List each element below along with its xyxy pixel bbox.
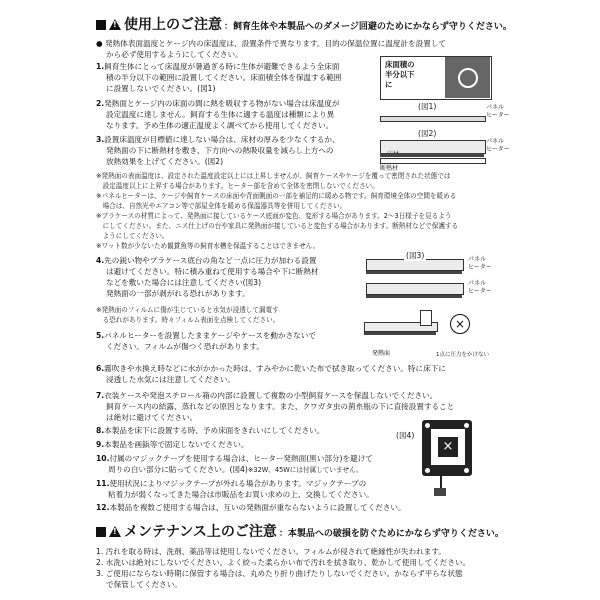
section-heading-usage bbox=[96, 14, 512, 34]
section-heading-maintenance bbox=[96, 521, 504, 541]
prohibited-icon: × bbox=[450, 314, 470, 334]
figure-3-heat-surface-label: 発熱面 bbox=[372, 350, 391, 357]
figure-1-callouts: パネル ヒーター bbox=[486, 104, 510, 119]
figure-1-panel bbox=[380, 116, 486, 122]
note-4: ※発熱面のフィルムに傷が生じていると水気が浸透して漏電す る恐れがあります。時々フィルム表面を点検してください。 bbox=[96, 306, 280, 324]
figure-3-callouts-2: パネル ヒーター bbox=[468, 280, 492, 295]
item-3: 3.設置床温度が目標値に達しない場合は、床材の厚みを少なくするか、 発熱面の下に断熱材を敷き、下方向への熱吸収量を減らし上方への 放熱効果を上げてください。(図2) bbox=[96, 135, 340, 166]
usage-subtitle: ：飼育生体や本製品へのダメージ回避のためにかならず守りください。 bbox=[224, 22, 512, 32]
figure-3-corner bbox=[420, 310, 432, 326]
warning-icon bbox=[109, 526, 121, 537]
figure-3-bottom-heater bbox=[364, 332, 436, 335]
cross-icon: × bbox=[438, 437, 458, 457]
figure-1-heater bbox=[445, 57, 490, 98]
tape-dot-icon bbox=[425, 468, 430, 473]
figure-3-caption: 1点に圧力をかけない bbox=[436, 352, 489, 358]
item-2: 2.発熱面とケージ内の床面の間に熱を吸収する物がない場合は床温度が 設定温度に達しません。飼育する生体に適する温度は種類により異 なります。予め生体の適正温度よく調べてから使用してください。 bbox=[96, 99, 340, 130]
intro-note: ● 発熱体表面温度とケージ内の床温度は、設置条件で異なります。目的の保温位置に温度計を設置して から必ず使用するようにしてください。 bbox=[96, 39, 446, 59]
warning-icon bbox=[109, 19, 121, 30]
figure-1-label: (図1) bbox=[418, 102, 437, 111]
item-5: 5.パネルヒーターを設置したままケージやケースを動かさないで ください。フィルムが傷つく恐れがあります。 bbox=[96, 331, 316, 351]
item-7: 7.衣装ケースや発泡スチロール箱の内部に設置して複数の小型飼育ケースを保温しないでください。 飼育ケース内の結露、蒸れなどの原因となります。また、クワガタ虫の菌糸瓶の下に直接設置すること は絶対に避けてください。 bbox=[96, 391, 455, 422]
item-4: 4.先の鋭い物やプラケース底台の角など一点に圧力が加わる設置 は避けてください。特に積み重ねて使用する場合や下に断熱材 などを敷いた場合には注意してください(図3) 発熱面の一部が剥がれる恐れがあります。 bbox=[96, 256, 319, 298]
maintenance-title: メンテナンス上のご注意 bbox=[124, 524, 277, 540]
tape-dot-icon bbox=[425, 423, 430, 428]
item-12: 12.本製品を複数ご使用する場合は、互いの発熱面が重ならないように設置してください。 bbox=[96, 503, 406, 512]
circle-icon bbox=[458, 68, 478, 88]
figure-3-label: (図3) bbox=[406, 251, 425, 260]
figure-2-callouts: パネル ヒーター bbox=[486, 138, 510, 153]
figure-2-bed bbox=[380, 140, 486, 154]
maintenance-subtitle: ：本製品への破損を防ぐためにかならず守りください。 bbox=[278, 529, 504, 539]
square-bullet-icon bbox=[96, 20, 106, 30]
figure-1-text: 床面積の 半分以下 に bbox=[385, 60, 415, 89]
figure-2-insulation-label: 断熱材 bbox=[380, 165, 399, 172]
square-bullet-icon bbox=[96, 527, 106, 537]
figure-2-heater bbox=[380, 153, 484, 157]
item-10: 10.付属のマジックテープを使用する場合は、ヒーター発熱面(黒い部分)を避けて 周りの白い部分に貼ってください。(図4)※32W、45Wには付属していません。 bbox=[96, 454, 373, 474]
figure-3 bbox=[366, 253, 464, 308]
figure-1-box bbox=[380, 56, 492, 100]
maintenance-list: 1. 汚れを取る時は、洗剤、薬品等は使用しないでください。フィルムが侵されて絶縁性が失われます。 2. 水洗いは絶対にしないでください。よく絞った柔らかい布で汚れを拭き取り、乾かして使用してください。 3. ご使用にならない時期に保管する場合は、丸めたり折り曲げたりしないでください。かならず平らな状態 で保管してください。 bbox=[96, 547, 471, 589]
tape-dot-icon bbox=[464, 423, 469, 428]
item-8: 8.本製品を床下に設置する時、予め床面をきれいにしてください。 bbox=[96, 426, 325, 435]
figure-4-label: (図4) bbox=[396, 431, 415, 440]
tape-dot-icon bbox=[464, 468, 469, 473]
figure-2-label: (図2) bbox=[418, 129, 437, 138]
item-1: 1.飼育生体にとって床温度が暑過ぎる時に生体が避難できるよう全床面 積の半分以下の範囲に設置してください。床面積全体を保温する範囲 に設置しないでください。(図1) bbox=[96, 62, 342, 93]
item-6: 6.霧吹きや水換え時などに水がかかった時は、すみやかに乾いた布で拭き取ってください。特に床下に 浸透した水気には注意してください。 bbox=[96, 364, 446, 384]
item-9: 9.本製品を画鋲等で固定しないでください。 bbox=[96, 440, 249, 449]
usage-title: 使用上のご注意 bbox=[124, 17, 222, 33]
notes-block-1: ※発熱面の表面温度は、設定された温度設定以上には上昇しませんが、飼育ケースやケージを覆って密閉された状態では 設定温度以上に上昇する場合があります。ヒーター部を含めて全体を密閉しないでください。 ※パネルヒーターは、ケージや飼育ケースの床面や背面側面の一部を補足的に暖める物です。飼育環境全体の空間を暖める 場合は、自然光やエアコン等で部屋全体を暖める保温器具等を併用してください。 ※プラケースの材質によって、発熱面に接しているケース底面が変色、変形する場合があります。2～3日様子を見るよう にしてください。また、ニス仕上げの台や家具に発熱面が接していると変色する場合があります。断熱材などで保護する ようにしてください。 ※ワット数が少ないため観賞魚等の飼育水槽を保温することはできません。 bbox=[96, 172, 459, 250]
figure-3-callouts: パネル ヒーター bbox=[468, 256, 492, 271]
item-11: 11.使用状況によりマジックテープが外れる場合があります。マジックテープの 粘着力が弱くなってきた場合は市販品をお買い求めの上、交換してください。 bbox=[96, 479, 374, 499]
figure-4-plug bbox=[434, 488, 446, 496]
figure-4-heater bbox=[422, 420, 472, 476]
